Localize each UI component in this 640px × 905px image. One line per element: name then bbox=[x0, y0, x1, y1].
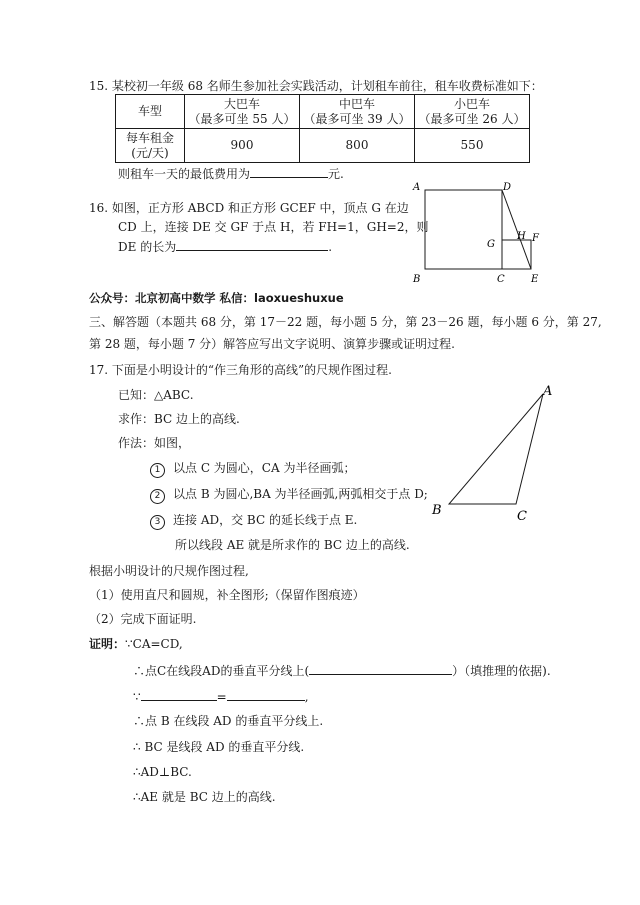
q16-answer-blank[interactable] bbox=[176, 238, 328, 251]
triangle-abc bbox=[449, 394, 543, 504]
label-e: E bbox=[531, 274, 539, 285]
q17-part1: （1）使用直尺和圆规，补全图形;（保留作图痕迹） bbox=[89, 588, 365, 602]
segment-de bbox=[502, 190, 531, 269]
square-gcef bbox=[502, 240, 531, 269]
proof-line-6: ∴AE 就是 BC 边上的高线. bbox=[133, 790, 276, 804]
label-a: A bbox=[413, 182, 421, 193]
proof-line-5: ∴AD⊥BC. bbox=[133, 765, 192, 779]
q17-intro: 根据小明设计的尺规作图过程, bbox=[89, 564, 249, 578]
proof-line-3: ∴点 B 在线段 AD 的垂直平分线上. bbox=[133, 714, 324, 728]
label-g: G bbox=[487, 239, 495, 250]
q15-answer-line: 则租车一天的最低费用为 元. bbox=[118, 167, 344, 181]
q17-find: 求作：BC 边上的高线. bbox=[118, 412, 240, 426]
q17-step-3: 3 连接 AD，交 BC 的延长线于点 E. bbox=[150, 512, 357, 530]
proof-blank-right[interactable] bbox=[227, 688, 305, 701]
proof-blank-left[interactable] bbox=[141, 688, 217, 701]
label-c: C bbox=[517, 509, 527, 520]
q16-line3: DE 的长为 . bbox=[118, 240, 333, 254]
section3-line1: 三、解答题（本题共 68 分，第 17－22 题，每小题 5 分，第 23－26 题，每小题 6 分，第 27, bbox=[89, 315, 602, 329]
proof-line-4: ∴ BC 是线段 AD 的垂直平分线. bbox=[133, 740, 305, 754]
q16-line2: CD 上，连接 DE 交 GF 于点 H，若 FH=1，GH=2，则 bbox=[118, 220, 429, 234]
q17-part2: （2）完成下面证明. bbox=[89, 612, 197, 626]
step-number-1: 1 bbox=[150, 463, 165, 478]
step-number-2: 2 bbox=[150, 489, 165, 504]
table-header-medium-bus: 中巴车 （最多可坐 39 人） bbox=[300, 95, 415, 129]
q15-stem: 15. 某校初一年级 68 名师生参加社会实践活动，计划租车前往，租车收费标准如下： bbox=[89, 79, 543, 93]
table-header-car-type: 车型 bbox=[116, 95, 185, 129]
label-f: F bbox=[532, 233, 539, 244]
q15-answer-blank[interactable] bbox=[250, 165, 328, 178]
square-abcd bbox=[425, 190, 502, 269]
wechat-promo: 公众号：北京初高中数学 私信：laoxueshuxue bbox=[89, 291, 344, 305]
rental-fee-table bbox=[115, 94, 530, 163]
table-header-small-bus: 小巴车 （最多可坐 26 人） bbox=[415, 95, 530, 129]
price-medium-bus: 800 bbox=[300, 129, 415, 163]
q17-conclusion: 所以线段 AE 就是所求作的 BC 边上的高线. bbox=[175, 538, 410, 552]
q17-triangle-figure bbox=[425, 380, 565, 520]
proof-line-2: ∵ = , bbox=[133, 690, 309, 704]
section3-line2: 第 28 题，每小题 7 分）解答应写出文字说明、演算步骤或证明过程. bbox=[89, 337, 455, 351]
proof-reason-blank[interactable] bbox=[309, 662, 452, 675]
q16-squares-figure bbox=[405, 176, 555, 290]
q17-step-1: 1 以点 C 为圆心，CA 为半径画弧； bbox=[150, 460, 355, 478]
table-header-large-bus: 大巴车 （最多可坐 55 人） bbox=[185, 95, 300, 129]
q17-known: 已知：△ABC. bbox=[118, 388, 194, 402]
price-large-bus: 900 bbox=[185, 129, 300, 163]
step-number-3: 3 bbox=[150, 515, 165, 530]
q17-step-2: 2 以点 B 为圆心,BA 为半径画弧,两弧相交于点 D; bbox=[150, 486, 428, 504]
label-a: A bbox=[543, 384, 553, 399]
q17-method: 作法：如图， bbox=[118, 436, 191, 450]
proof-line-1: ∴点C在线段AD的垂直平分线上( ）（填推理的依据). bbox=[133, 664, 551, 678]
label-b: B bbox=[413, 274, 421, 285]
q17-stem: 17. 下面是小明设计的“作三角形的高线”的尺规作图过程. bbox=[89, 363, 392, 377]
label-h: H bbox=[517, 231, 526, 242]
price-small-bus: 550 bbox=[415, 129, 530, 163]
q16-line1: 16. 如图，正方形 ABCD 和正方形 GCEF 中，顶点 G 在边 bbox=[89, 201, 409, 215]
label-d: D bbox=[503, 182, 512, 193]
table-row-label: 每车租金 (元/天) bbox=[116, 129, 185, 163]
label-c: C bbox=[497, 274, 505, 285]
proof-line-0: 证明：∵CA=CD, bbox=[89, 637, 183, 651]
label-b: B bbox=[432, 503, 442, 518]
